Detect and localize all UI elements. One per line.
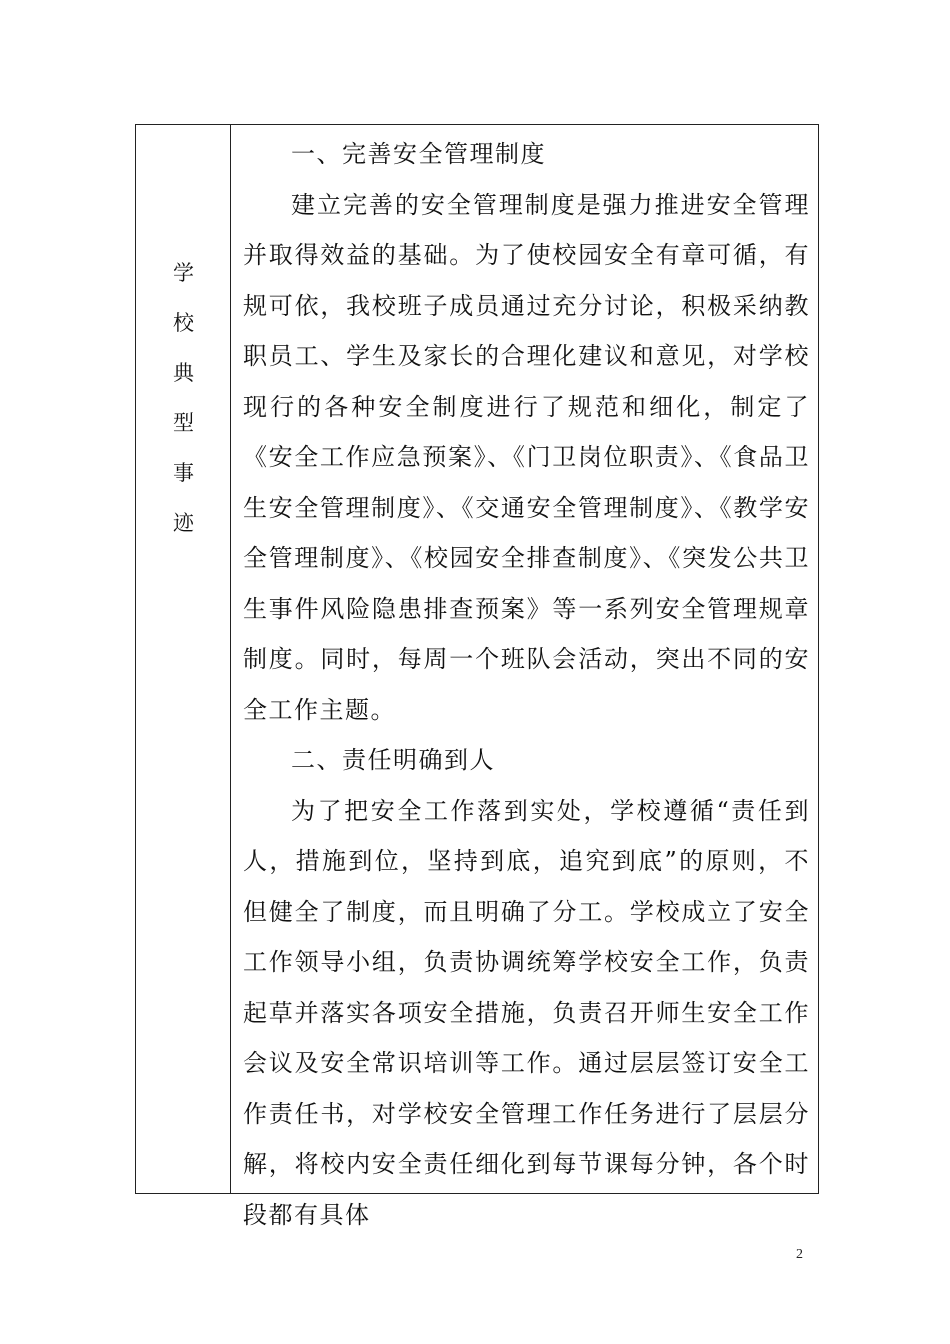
form-table	[135, 124, 819, 1229]
section-heading-2: 二、责任明确到人	[291, 746, 495, 774]
body-paragraph-2: 为了把安全工作落到实处，学校遵循“责任到人，措施到位，坚持到底，追究到底”的原则，不但健全了制度，而且明确了分工。学校成立了安全工作领导小组，负责协调统筹学校安全工作，负责起草并落实各项安全措施，负责召开师生安全工作会议及安全常识培训等工作。通过层层签订安全工作责任书，对学校安全管理工作任务进行了层层分解，将校内安全责任细化到每节课每分钟，各个时段都有具体	[243, 796, 810, 1229]
section-heading-1: 一、完善安全管理制度	[291, 140, 546, 168]
row-label-char: 事	[173, 461, 194, 485]
row-label-char: 学	[173, 261, 194, 285]
row-label-char: 型	[173, 411, 194, 435]
row-label-char: 迹	[173, 511, 194, 535]
row-label	[136, 248, 231, 548]
body-paragraph-1: 建立完善的安全管理制度是强力推进安全管理并取得效益的基础。为了使校园安全有章可循，有规可依，我校班子成员通过充分讨论，积极采纳教职员工、学生及家长的合理化建议和意见，对学校现行的各种安全制度进行了规范和细化，制定了《安全工作应急预案》、《门卫岗位职责》、《食品卫生安全管理制度》、《交通安全管理制度》、《教学安全管理制度》、《校园安全排查制度》、《突发公共卫生事件风险隐患排查预案》等一系列安全管理规章制度。同时，每周一个班队会活动，突出不同的安全工作主题。	[243, 190, 810, 724]
content-cell	[231, 125, 818, 1229]
page-number: 2	[796, 1247, 803, 1262]
row-label-char: 校	[173, 311, 194, 335]
row-label-cell	[136, 125, 231, 1193]
row-label-char: 典	[173, 361, 194, 385]
